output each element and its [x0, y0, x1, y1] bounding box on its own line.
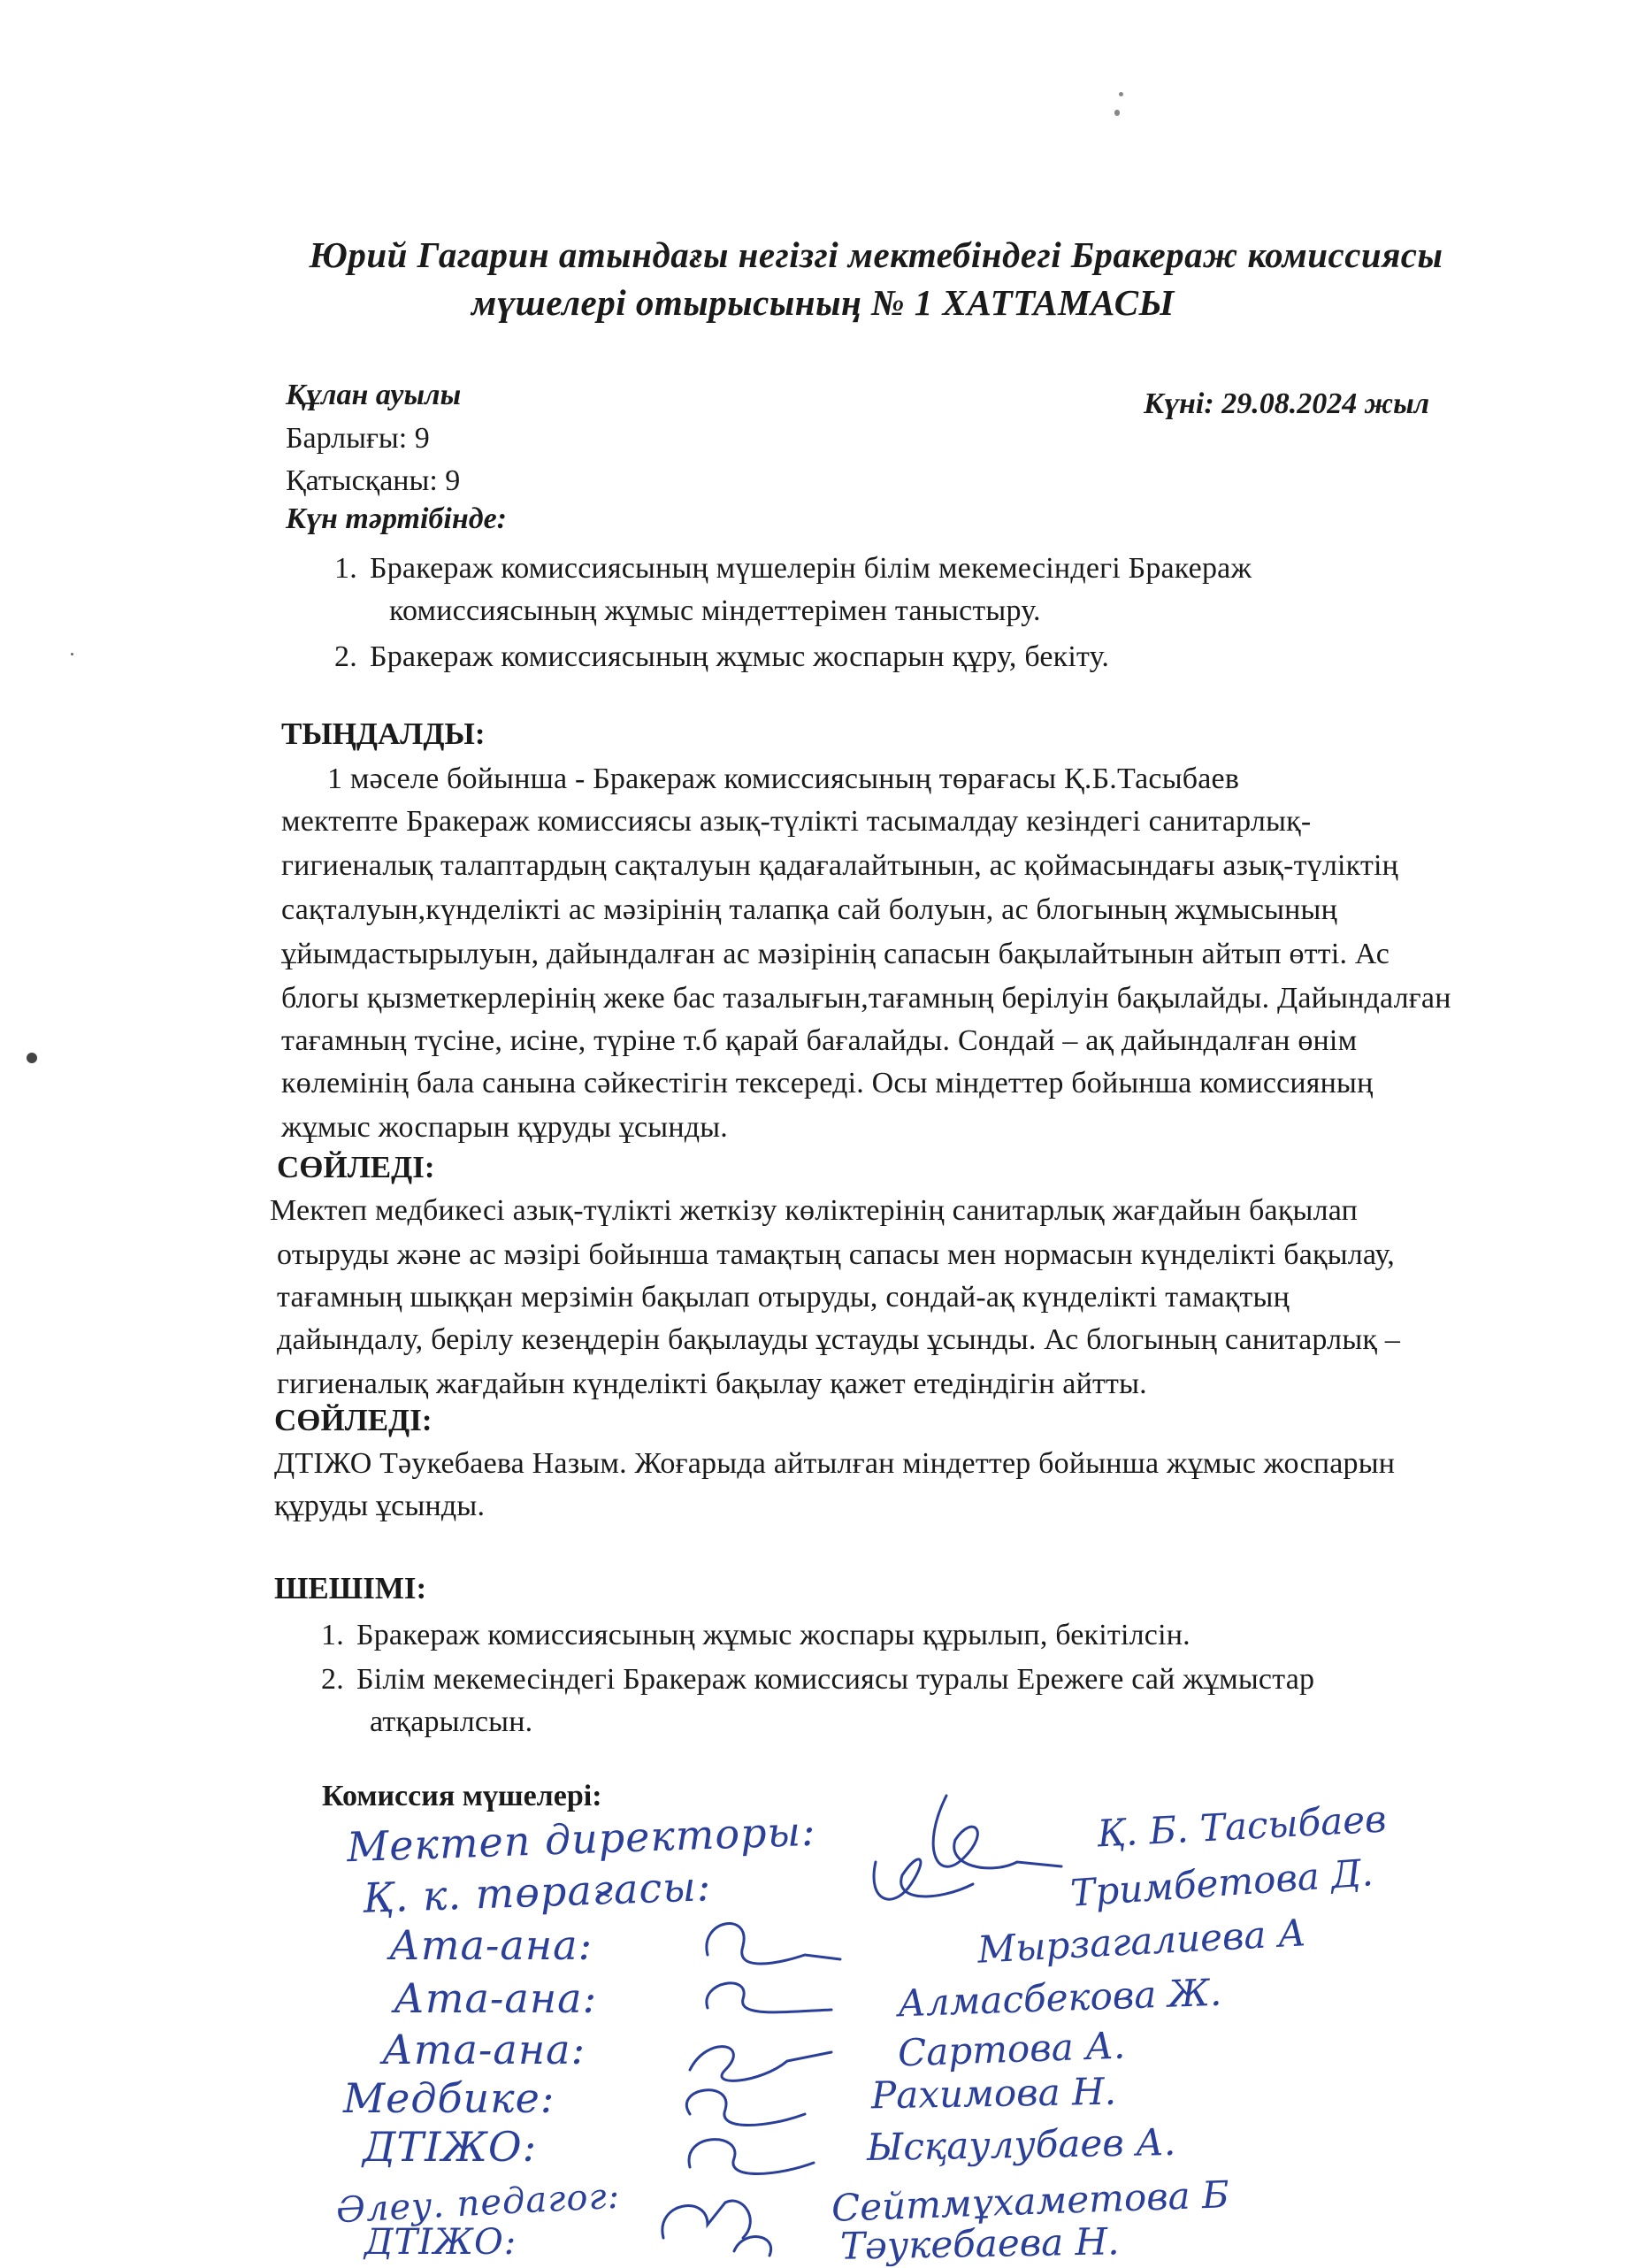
heard-line: ұйымдастырылуын, дайындалған ас мәзірінің сапасын бақылайтынын айтып өтті. Ас	[281, 938, 1390, 970]
spoke-heading: СӨЙЛЕДІ:	[277, 1150, 435, 1184]
heard-line: сақталуын,күнделікті ас мәзірінің талапқа сай болуын, ас блогының жұмысының	[281, 893, 1337, 926]
signature-stroke	[734, 2237, 771, 2256]
handwritten-role: ДТІЖО:	[363, 2123, 538, 2171]
meeting-date: Күні: 29.08.2024 жыл	[1144, 387, 1430, 420]
signature-stroke	[690, 2047, 831, 2081]
decision-text: Білім мекемесіндегі Бракераж комиссиясы туралы Ережеге сай жұмыстар	[356, 1663, 1315, 1696]
decision-number: 2.	[321, 1663, 344, 1696]
agenda-number: 1.	[334, 552, 357, 585]
members-heading: Комиссия мүшелері:	[322, 1780, 602, 1812]
signature-stroke	[662, 2201, 750, 2238]
scan-dot	[1114, 110, 1120, 116]
agenda-text: Бракераж комиссиясының жұмыс жоспарын құру, бекіту.	[370, 640, 1110, 673]
decision-heading: ШЕШІМІ:	[274, 1571, 427, 1605]
scan-dot	[1119, 92, 1123, 96]
heard-line: гигиеналық талаптардың сақталуын қадағалайтынын, ас қоймасындағы азық-түліктің	[281, 849, 1399, 882]
spoke-line: отыруды және ас мәзірі бойынша тамақтың сапасы мен нормасын күнделікті бақылау,	[277, 1238, 1395, 1271]
handwritten-name: Мырзагалиева А	[976, 1911, 1307, 1972]
agenda-item-continuation: комиссиясының жұмыс міндеттерімен таныстыру.	[389, 594, 1041, 627]
handwritten-name: Тәукебаева Н.	[839, 2219, 1120, 2268]
present-count: Қатысқаны: 9	[286, 464, 461, 497]
handwritten-name: Сартова А.	[897, 2023, 1126, 2075]
signature-stroke	[707, 1983, 831, 2012]
spoke-line: тағамның шыққан мерзімін бақылап отыруды, сондай-ақ күнделікті тамақтың	[277, 1281, 1290, 1314]
agenda-text: Бракераж комиссиясының мүшелерін білім мекемесіндегі Бракераж	[370, 552, 1252, 585]
spoke-line: дайындалу, берілу кезеңдерін бақылауды ұстауды ұсынды. Ас блогының санитарлық –	[277, 1323, 1401, 1356]
decision-item	[321, 1619, 1190, 1652]
village-label: Құлан ауылы	[286, 379, 462, 411]
agenda-number: 2.	[334, 640, 357, 673]
document-title-line2: мүшелері отырысының № 1 ХАТТАМАСЫ	[471, 282, 1175, 323]
heard-heading: ТЫҢДАЛДЫ:	[281, 716, 486, 751]
heard-line: көлемінің бала санына сәйкестігін тексереді. Осы міндеттер бойынша комиссияның	[281, 1067, 1374, 1100]
scan-dot	[27, 1053, 37, 1063]
handwritten-role: ДТІЖО:	[364, 2222, 517, 2263]
spoke-heading: СӨЙЛЕДІ:	[274, 1403, 433, 1437]
spoke-line: Мектеп медбикесі азық-түлікті жеткізу көліктерінің санитарлық жағдайын бақылап	[270, 1194, 1358, 1227]
agenda-heading: Күн тәртібінде:	[286, 502, 507, 535]
total-count: Барлығы: 9	[286, 422, 430, 455]
agenda-item	[334, 552, 1252, 586]
handwritten-name: Алмасбекова Ж.	[897, 1970, 1222, 2026]
spoke-line: ДТІЖО Тәукебаева Назым. Жоғарыда айтылған міндеттер бойынша жұмыс жоспарын	[274, 1447, 1396, 1480]
handwritten-role: Медбике:	[343, 2074, 555, 2122]
heard-line: тағамның түсіне, исіне, түріне т.б қарай бағалайды. Сондай – ақ дайындалған өнім	[281, 1024, 1358, 1057]
heard-line: блогы қызметкерлерінің жеке бас тазалығын,тағамның берілуін бақылайды. Дайындалған	[281, 982, 1451, 1015]
signature-stroke	[933, 1796, 1061, 1868]
decision-item	[321, 1663, 1314, 1697]
handwritten-name: Рахимова Н.	[870, 2069, 1117, 2118]
handwritten-name: Тримбетова Д.	[1068, 1850, 1375, 1915]
scan-dot	[71, 653, 73, 655]
heard-line: 1 мәселе бойынша - Бракераж комиссиясының төрағасы Қ.Б.Тасыбаев	[327, 762, 1240, 795]
handwritten-role: Ата-ана:	[382, 2026, 586, 2073]
heard-line: мектепте Бракераж комиссиясы азық-түлікті тасымалдау кезіндегі санитарлық-	[281, 805, 1312, 838]
handwritten-name: Сейтмұхаметова Б	[831, 2172, 1230, 2230]
agenda-item	[334, 640, 1109, 674]
handwritten-role: Әлеу. педагог:	[335, 2175, 622, 2232]
handwritten-role: Мектеп директоры:	[346, 1806, 817, 1872]
signature-stroke	[874, 1859, 973, 1899]
document-title-line1: Юрий Гагарин атындағы негізгі мектебіндегі Бракераж комиссиясы	[309, 234, 1443, 275]
spoke-line: құруды ұсынды.	[274, 1490, 486, 1522]
handwritten-role: Ата-ана:	[394, 1974, 598, 2022]
decision-text: Бракераж комиссиясының жұмыс жоспары құрылып, бекітілсін.	[356, 1619, 1190, 1651]
signature-stroke	[707, 1924, 840, 1964]
handwritten-name: Қ. Б. Тасыбаев	[1095, 1797, 1388, 1856]
heard-line: жұмыс жоспарын құруды ұсынды.	[281, 1111, 728, 1144]
handwritten-role: Қ. к. төрағасы:	[362, 1862, 712, 1922]
signature-stroke	[689, 2140, 814, 2174]
spoke-line: гигиеналық жағдайын күнделікті бақылау қажет етедіндігін айтты.	[277, 1368, 1147, 1400]
decision-item-continuation: атқарылсын.	[370, 1705, 533, 1738]
handwritten-role: Ата-ана:	[389, 1921, 593, 1969]
handwritten-name: Ысқаулубаев А.	[866, 2119, 1176, 2170]
decision-number: 1.	[321, 1619, 344, 1651]
signature-stroke	[686, 2090, 805, 2126]
